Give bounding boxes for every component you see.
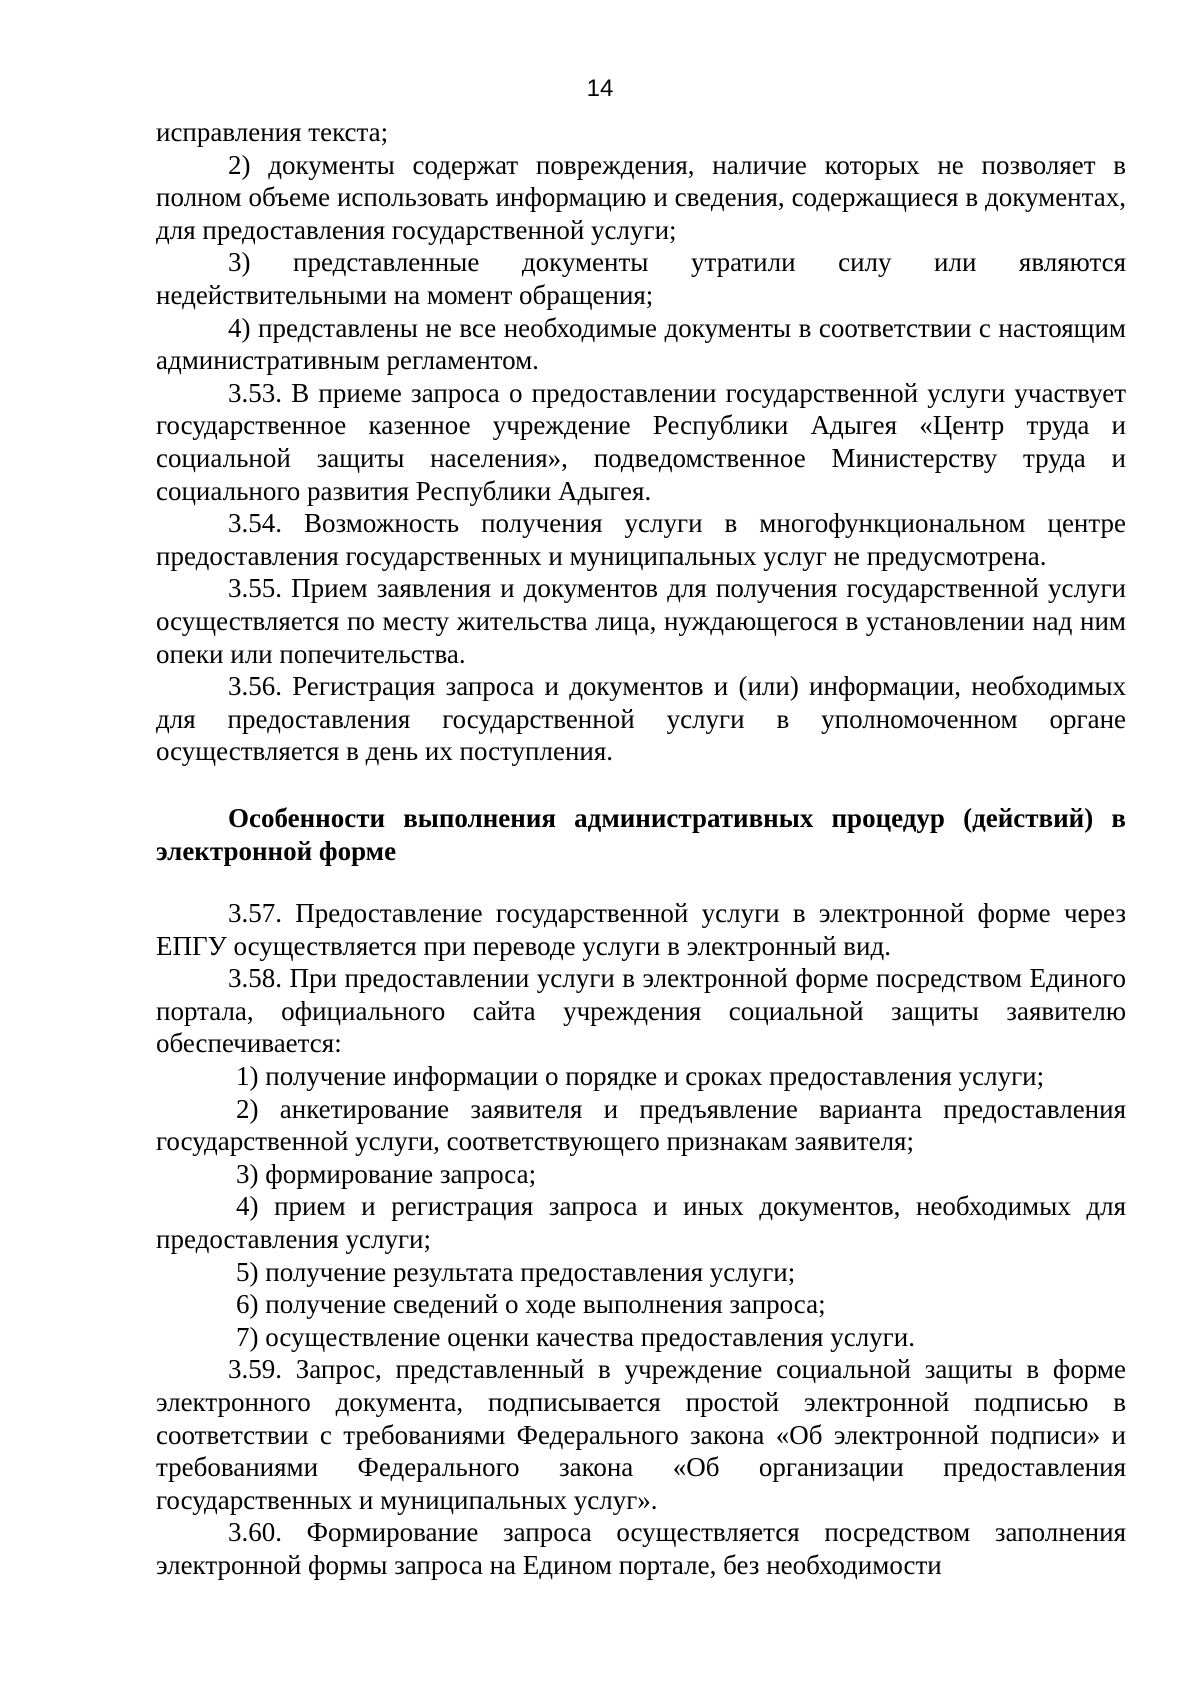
paragraph: 3.55. Прием заявления и документов для получения государственной услуги осуществляется по месту жительства лица, нуждающегося в установлении над ним опеки или попечительства. — [156, 573, 1126, 669]
list-item: 5) получение результата предоставления услуги; — [236, 1256, 796, 1287]
list-item: 2) анкетирование заявителя и предъявление варианта предоставления государственной услуги, соответствующего признакам заявителя; — [156, 1093, 1126, 1157]
page-number: 14 — [586, 75, 614, 102]
list-item: 6) получение сведений о ходе выполнения запроса; — [236, 1289, 826, 1320]
list-item: 4) прием и регистрация запроса и иных документов, необходимых для предоставления услуги; — [156, 1191, 1126, 1254]
paragraph: 3.60. Формирование запроса осуществляется посредством заполнения электронной формы запроса на Едином портале, без необходимости — [156, 1517, 1126, 1580]
paragraph: 3.53. В приеме запроса о предоставлении государственной услуги участвует государственное казенное учреждение Республики Адыгея «Центр труда и социальной защиты населения», подведомственное Министерству труда и социального развития Республики Адыгея. — [156, 377, 1126, 506]
paragraph: 3.57. Предоставление государственной услуги в электронной форме через ЕПГУ осуществляется при переводе услуги в электронный вид. — [156, 898, 1126, 961]
paragraph: 3.56. Регистрация запроса и документов и (или) информации, необходимых для предоставления государственной услуги в уполномоченном органе осуществляется в день их поступления. — [156, 671, 1126, 767]
list-item: 1) получение информации о порядке и сроках предоставления услуги; — [236, 1060, 1045, 1091]
list-item: 3) формирование запроса; — [236, 1158, 537, 1189]
paragraph: исправления текста; — [156, 117, 389, 147]
paragraph: 2) документы содержат повреждения, наличие которых не позволяет в полном объеме использовать информацию и сведения, содержащиеся в документах, для предоставления государственной услуги; — [156, 149, 1126, 245]
section-heading: Особенности выполнения административных процедур (действий) в электронной форме — [156, 803, 1126, 866]
body-text-bottom — [156, 897, 1126, 1581]
body-text-top — [156, 116, 1126, 768]
paragraph: 3.58. При предоставлении услуги в электронной форме посредством Единого портала, официального сайта учреждения социальной защиты заявителю обеспечивается: — [156, 963, 1126, 1059]
paragraph: 3.54. Возможность получения услуги в многофункциональном центре предоставления государственных и муниципальных услуг не предусмотрена. — [156, 508, 1126, 571]
paragraph: 3) представленные документы утратили силу или являются недействительными на момент обращения; — [156, 247, 1126, 310]
paragraph: 3.59. Запрос, представленный в учреждение социальной защиты в форме электронного документа, подписывается простой электронной подписью в соответствии с требованиями Федерального закона «Об электронной подписи» и требованиями Федерального закона «Об организации предоставления государственных и муниципальных услуг». — [156, 1354, 1126, 1515]
paragraph: 4) представлены не все необходимые документы в соответствии с настоящим административным регламентом. — [156, 312, 1126, 376]
list-item: 7) осуществление оценки качества предоставления услуги. — [236, 1321, 915, 1352]
